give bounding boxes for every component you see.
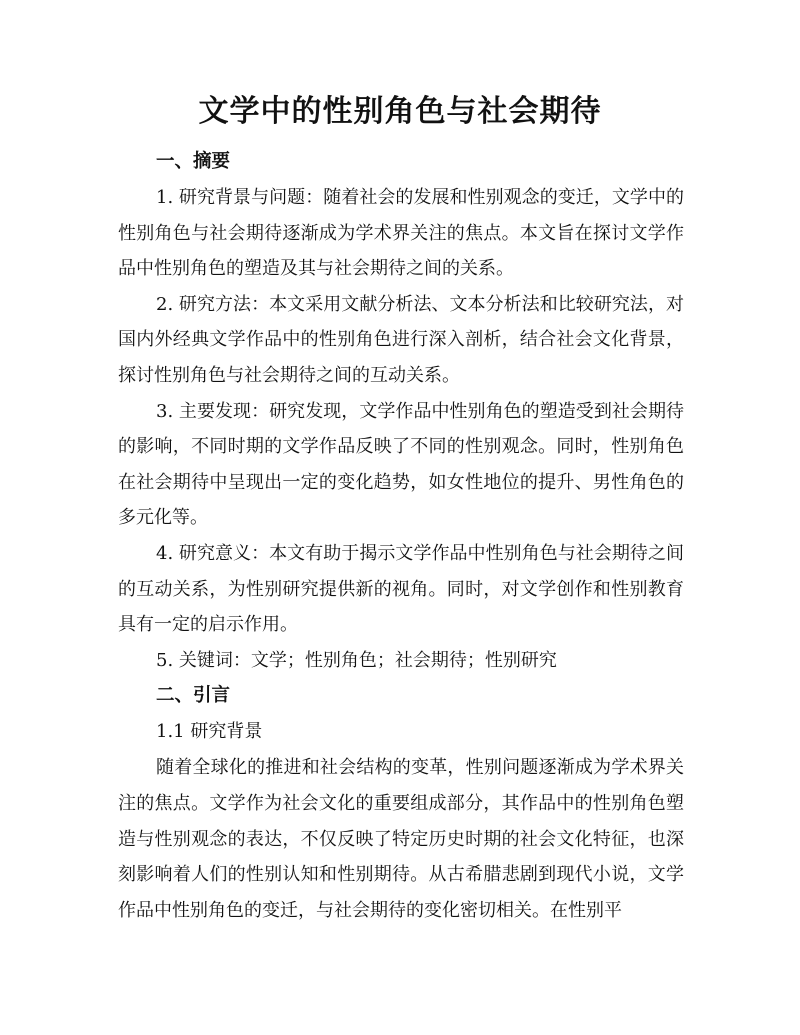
document-body	[118, 144, 684, 928]
intro-paragraph: 随着全球化的推进和社会结构的变革，性别问题逐渐成为学术界关注的焦点。文学作为社会文化的重要组成部分，其作品中的性别角色塑造与性别观念的表达，不仅反映了特定历史时期的社会文化特征，也深刻影响着人们的性别认知和性别期待。从古希腊悲剧到现代小说，文学作品中性别角色的变迁，与社会期待的变化密切相关。在性别平	[118, 757, 684, 921]
abstract-item-keywords: 5. 关键词：文学；性别角色；社会期待；性别研究	[156, 649, 557, 671]
abstract-item-findings: 3. 主要发现：研究发现，文学作品中性别角色的塑造受到社会期待的影响，不同时期的文学作品反映了不同的性别观念。同时，性别角色在社会期待中呈现出一定的变化趋势，如女性地位的提升、男性角色的多元化等。	[118, 400, 684, 529]
abstract-heading: 一、摘要	[156, 151, 231, 172]
document-title: 文学中的性别角色与社会期待	[198, 94, 602, 129]
abstract-item-method: 2. 研究方法：本文采用文献分析法、文本分析法和比较研究法，对国内外经典文学作品中的性别角色进行深入剖析，结合社会文化背景，探讨性别角色与社会期待之间的互动关系。	[118, 293, 684, 386]
abstract-item-background: 1. 研究背景与问题：随着社会的发展和性别观念的变迁，文学中的性别角色与社会期待逐渐成为学术界关注的焦点。本文旨在探讨文学作品中性别角色的塑造及其与社会期待之间的关系。	[118, 187, 684, 280]
abstract-item-significance: 4. 研究意义：本文有助于揭示文学作品中性别角色与社会期待之间的互动关系，为性别研究提供新的视角。同时，对文学创作和性别教育具有一定的启示作用。	[118, 542, 684, 636]
intro-heading: 二、引言	[156, 685, 231, 707]
intro-subheading: 1.1 研究背景	[156, 721, 263, 743]
